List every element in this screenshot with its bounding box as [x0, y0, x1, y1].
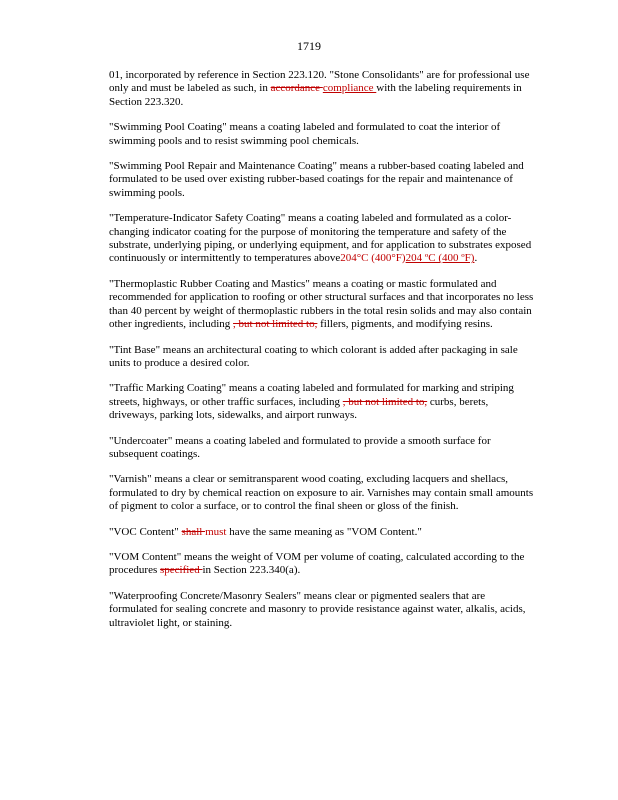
text-run: "Tint Base" means an architectural coating to which colorant is added after packaging in sale units to produce a desired color. — [109, 343, 518, 369]
inserted-text: 204 ºC (400 ºF) — [405, 252, 475, 265]
paragraph — [109, 278, 534, 332]
text-run: "Traffic Marking Coating" means a coating labeled and formulated for marking and striping streets, highways, or other traffic surfaces, including — [109, 382, 514, 408]
paragraph — [109, 69, 534, 109]
text-run: "Waterproofing Concrete/Masonry Sealers" means clear or pigmented sealers that are formulated for sealing concrete and masonry to provide resistance against water, alkalis, acids, ultraviolet light, or staining. — [109, 589, 526, 629]
text-run: "Thermoplastic Rubber Coating and Mastics" means a coating or mastic formulated and recommended for application to roofing or other structural surfaces and that incorporates no less than 40 percent by weight of thermoplastic rubbers in the total resin solids and may also contain other ingredients, including — [109, 277, 534, 331]
paragraph — [109, 121, 534, 148]
text-run: "VOC Content" — [109, 525, 182, 538]
deleted-text: shall — [181, 525, 206, 538]
document-body — [109, 69, 534, 642]
inserted-text: 204°C (400°F) — [340, 252, 406, 265]
paragraph — [109, 212, 534, 266]
deleted-text: accordance — [270, 82, 323, 95]
text-run: with the labeling requirements in Section 223.320. — [109, 82, 522, 108]
text-run: "Swimming Pool Repair and Maintenance Coating" means a rubber-based coating labeled and formulated to be used over existing rubber-based coatings for the repair and maintenance of swimming pools. — [109, 160, 524, 199]
paragraph — [109, 526, 534, 539]
text-run: "Undercoater" means a coating labeled and formulated to provide a smooth surface for subsequent coatings. — [109, 434, 491, 460]
page-number: 1719 — [297, 39, 321, 53]
text-run: "Swimming Pool Coating" means a coating labeled and formulated to coat the interior of swimming pools and to resist swimming pool chemicals. — [109, 121, 501, 147]
text-run: curbs, berets, driveways, parking lots, sidewalks, and airport runways. — [109, 395, 489, 422]
text-run: "VOM Content" means the weight of VOM per volume of coating, calculated according to the procedures — [109, 550, 525, 577]
text-run: "Varnish" means a clear or semitransparent wood coating, excluding lacquers and shellacs, formulated to dry by chemical reaction on exposure to air. Varnishes may contain small amounts of pigment to color a surface, or to control the final sheen or gloss of the finish. — [109, 473, 534, 513]
paragraph — [109, 551, 534, 578]
paragraph — [109, 473, 534, 513]
paragraph — [109, 382, 534, 422]
paragraph — [109, 590, 534, 630]
deleted-text: specified — [160, 564, 203, 577]
text-run: fillers, pigments, and modifying resins. — [317, 318, 493, 331]
deleted-text: , but not limited to, — [342, 395, 428, 408]
inserted-text: must — [205, 525, 227, 538]
text-run: 01, incorporated by reference in Section 223.120. "Stone Consolidants" are for professional use only and must be labeled as such, in — [109, 69, 530, 95]
paragraph — [109, 160, 534, 200]
paragraph — [109, 344, 534, 371]
paragraph — [109, 435, 534, 462]
text-run: have the same meaning as "VOM Content." — [226, 525, 422, 538]
text-run: "Temperature-Indicator Safety Coating" means a coating labeled and formulated as a color-changing indicator coating for the purpose of monitoring the temperature and safety of the substrate, underlying piping, or underlying equipment, and for application to substrates exposed continuously or intermittently to temperatures above — [109, 212, 532, 265]
inserted-text: compliance — [322, 82, 377, 95]
deleted-text: , but not limited to, — [233, 318, 318, 331]
text-run: . — [474, 252, 478, 265]
text-run: in Section 223.340(a). — [202, 564, 301, 577]
